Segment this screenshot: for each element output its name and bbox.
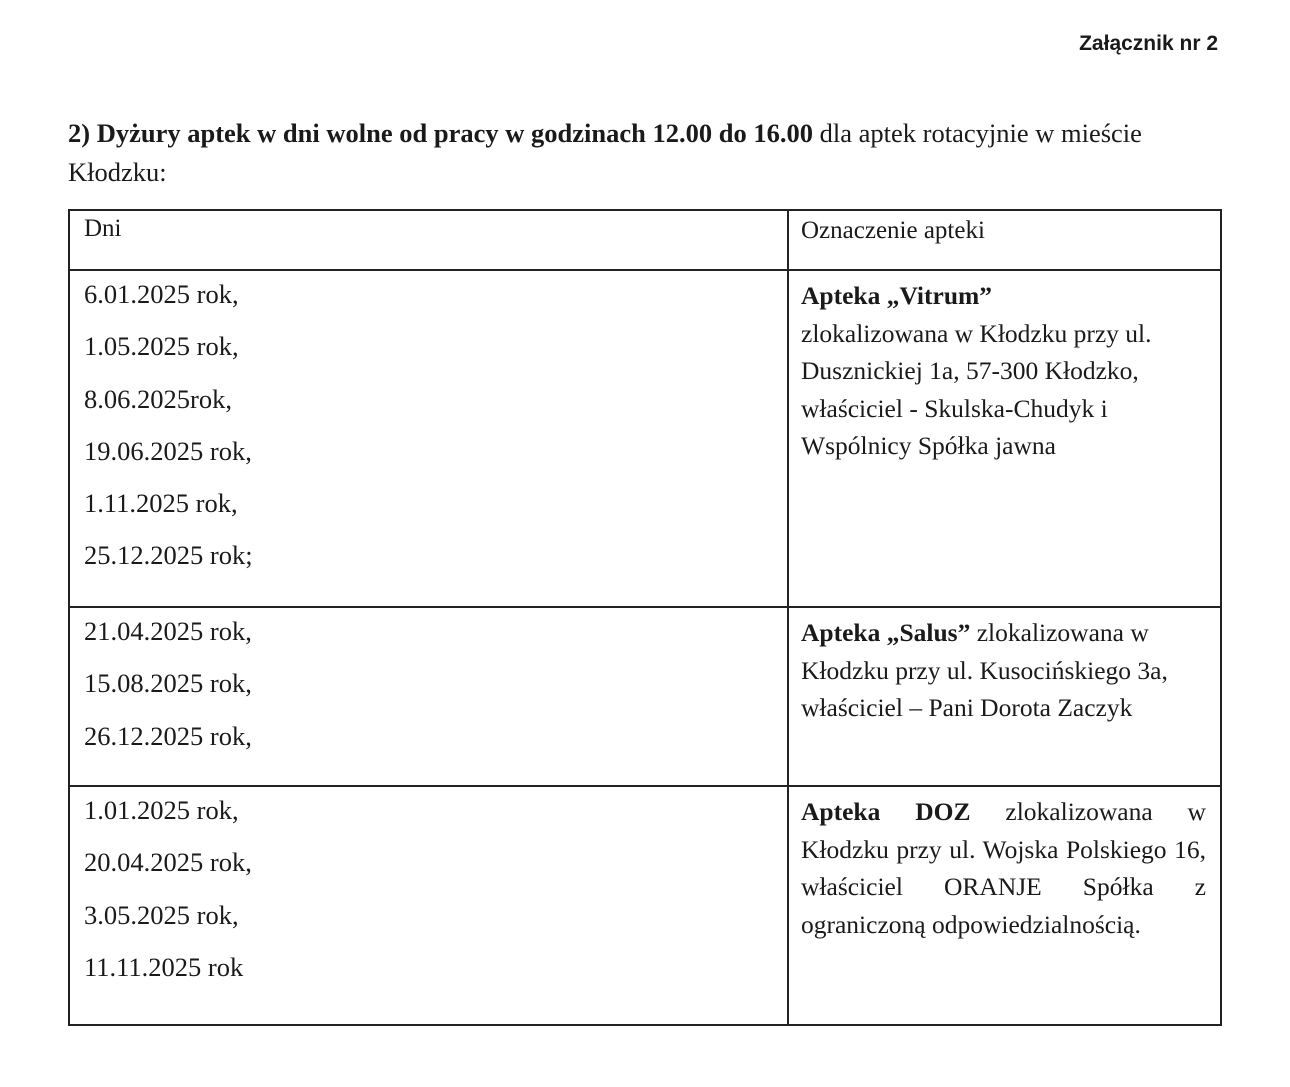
date-item: 6.01.2025 rok, bbox=[84, 279, 239, 309]
dates-cell bbox=[69, 786, 788, 1025]
date-item: 8.06.2025rok, bbox=[84, 383, 232, 414]
pharmacy-details: zlokalizowana w Kłodzku przy ul. Kusocińskiego 3a, właściciel – Pani Dorota Zaczyk bbox=[801, 618, 1168, 722]
pharmacy-name: Apteka „Salus” bbox=[801, 618, 971, 647]
table-row bbox=[69, 786, 1221, 1025]
heading-normal-text: dla aptek rotacyjnie w mieście Kłodzku: bbox=[68, 118, 1142, 187]
date-item: 21.04.2025 rok, bbox=[84, 616, 252, 646]
header-cell-days bbox=[69, 210, 788, 270]
pharmacy-cell bbox=[788, 607, 1221, 786]
table-row bbox=[69, 270, 1221, 607]
dates-cell bbox=[69, 607, 788, 786]
header-pharmacy-label: Oznaczenie apteki bbox=[801, 217, 985, 244]
date-item: 3.05.2025 rok, bbox=[84, 899, 239, 930]
table-row bbox=[69, 607, 1221, 786]
dates-cell bbox=[69, 270, 788, 607]
date-item: 1.11.2025 rok, bbox=[84, 488, 238, 519]
pharmacy-cell bbox=[788, 270, 1221, 607]
date-list bbox=[70, 787, 787, 1004]
table-header-row bbox=[69, 210, 1221, 270]
pharmacy-details: zlokalizowana w Kłodzku przy ul. Dusznickiej 1a, 57-300 Kłodzko, właściciel - Skulska-Chudyk i Wspólnicy Spółka jawna bbox=[801, 318, 1152, 460]
heading-bold-text: 2) Dyżury aptek w dni wolne od pracy w godzinach 12.00 do 16.00 bbox=[68, 118, 813, 148]
annex-label: Załącznik nr 2 bbox=[1079, 32, 1218, 55]
header-cell-pharmacy bbox=[788, 210, 1221, 270]
pharmacy-duty-table bbox=[68, 209, 1222, 1026]
header-days-label: Dni bbox=[84, 215, 122, 242]
date-item: 26.12.2025 rok, bbox=[84, 720, 252, 751]
date-item: 11.11.2025 rok bbox=[84, 951, 244, 982]
pharmacy-name: Apteka „Vitrum” bbox=[801, 281, 993, 310]
date-item: 1.05.2025 rok, bbox=[84, 331, 239, 362]
section-heading bbox=[68, 114, 1228, 192]
date-item: 19.06.2025 rok, bbox=[84, 435, 252, 466]
pharmacy-description bbox=[789, 271, 1220, 465]
date-list bbox=[70, 608, 787, 773]
date-item: 20.04.2025 rok, bbox=[84, 847, 252, 878]
pharmacy-name: Apteka DOZ bbox=[801, 797, 971, 826]
date-item: 15.08.2025 rok, bbox=[84, 668, 252, 699]
date-item: 1.01.2025 rok, bbox=[84, 795, 239, 825]
pharmacy-cell bbox=[788, 786, 1221, 1025]
pharmacy-description bbox=[789, 608, 1220, 727]
pharmacy-description bbox=[789, 787, 1220, 943]
pharmacy-details: zlokalizowana w Kłodzku przy ul. Wojska Polskiego 16, właściciel ORANJE Spółka z ograniczoną odpowiedzialnością. bbox=[801, 797, 1206, 939]
date-item: 25.12.2025 rok; bbox=[84, 540, 253, 571]
date-list bbox=[70, 271, 787, 593]
